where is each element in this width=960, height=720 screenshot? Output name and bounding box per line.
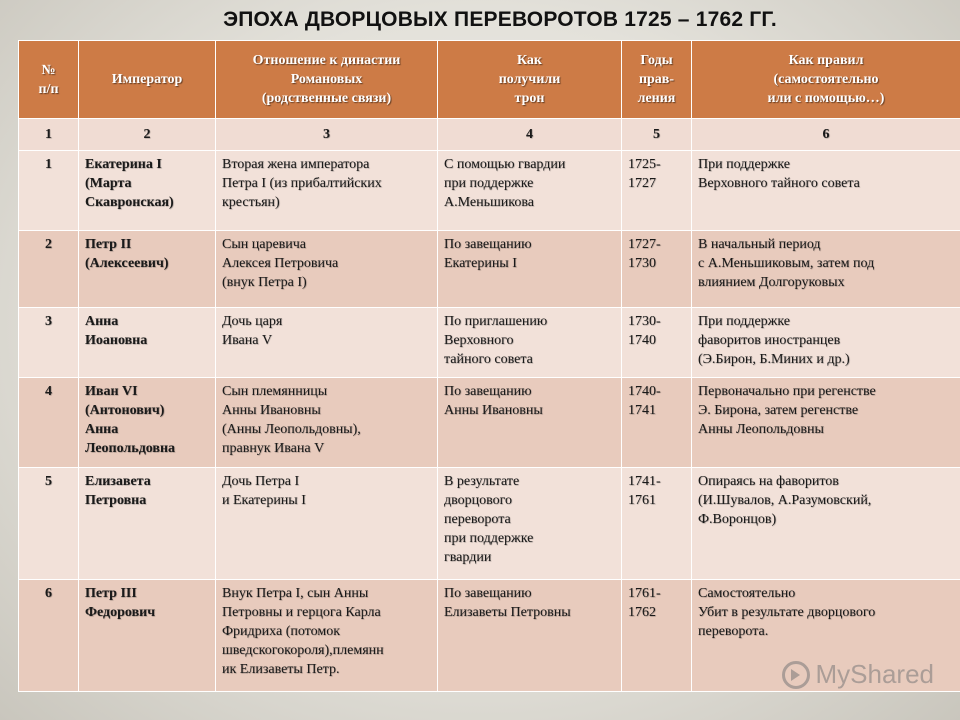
table-row <box>19 378 960 468</box>
reign-years: 1740- 1741 <box>622 378 692 468</box>
how-obtained-throne: По завещанию Екатерины I <box>438 231 622 308</box>
how-obtained-throne: В результате дворцового переворота при поддержке гвардии <box>438 468 622 580</box>
table-row <box>19 151 960 231</box>
header-years: Годы прав- ления <box>622 41 692 119</box>
reign-years: 1741- 1761 <box>622 468 692 580</box>
column-number: 2 <box>79 119 216 151</box>
column-number: 1 <box>19 119 79 151</box>
dynasty-relation: Дочь Петра I и Екатерины I <box>216 468 438 580</box>
rule-style: При поддержке фаворитов иностранцев (Э.Бирон, Б.Миних и др.) <box>692 308 960 378</box>
how-obtained-throne: По приглашению Верховного тайного совета <box>438 308 622 378</box>
dynasty-relation: Вторая жена императора Петра I (из прибалтийских крестьян) <box>216 151 438 231</box>
table-row <box>19 231 960 308</box>
dynasty-relation: Внук Петра I, сын Анны Петровны и герцога Карла Фридриха (потомок шведскогокороля),племянн ик Елизаветы Петр. <box>216 580 438 692</box>
row-number: 4 <box>19 378 79 468</box>
row-number: 1 <box>19 151 79 231</box>
watermark-text: MyShared <box>815 659 934 689</box>
dynasty-relation: Дочь царя Ивана V <box>216 308 438 378</box>
rule-style: Опираясь на фаворитов (И.Шувалов, А.Разумовский, Ф.Воронцов) <box>692 468 960 580</box>
rule-style: При поддержке Верховного тайного совета <box>692 151 960 231</box>
header-relation: Отношение к династии Романовых (родственные связи) <box>216 41 438 119</box>
reign-years: 1727- 1730 <box>622 231 692 308</box>
table-row <box>19 308 960 378</box>
how-obtained-throne: С помощью гвардии при поддержке А.Меньшикова <box>438 151 622 231</box>
rule-style: Первоначально при регенстве Э. Бирона, затем регенстве Анны Леопольдовны <box>692 378 960 468</box>
emperor-name: Петр II (Алексеевич) <box>79 231 216 308</box>
header-emperor: Император <box>79 41 216 119</box>
row-number: 5 <box>19 468 79 580</box>
column-number: 3 <box>216 119 438 151</box>
rulers-table <box>18 40 960 692</box>
how-obtained-throne: По завещанию Елизаветы Петровны <box>438 580 622 692</box>
header-rule: Как правил (самостоятельно или с помощью…) <box>692 41 960 119</box>
header-row <box>19 41 960 119</box>
rule-style: Самостоятельно Убит в результате дворцового переворота. <box>692 580 960 692</box>
dynasty-relation: Сын царевича Алексея Петровича (внук Петра I) <box>216 231 438 308</box>
column-number-row <box>19 119 960 151</box>
column-number: 6 <box>692 119 960 151</box>
table-row <box>19 468 960 580</box>
watermark <box>782 659 935 690</box>
play-logo-icon <box>782 661 810 689</box>
header-number: № п/п <box>19 41 79 119</box>
rule-style: В начальный период с А.Меньшиковым, затем под влиянием Долгоруковых <box>692 231 960 308</box>
column-number: 4 <box>438 119 622 151</box>
column-number: 5 <box>622 119 692 151</box>
page-title: ЭПОХА ДВОРЦОВЫХ ПЕРЕВОРОТОВ 1725 – 1762 ГГ. <box>223 8 777 31</box>
dynasty-relation: Сын племянницы Анны Ивановны (Анны Леопольдовны), правнук Ивана V <box>216 378 438 468</box>
header-how-throne: Как получили трон <box>438 41 622 119</box>
reign-years: 1725- 1727 <box>622 151 692 231</box>
reign-years: 1761- 1762 <box>622 580 692 692</box>
row-number: 3 <box>19 308 79 378</box>
emperor-name: Анна Иоановна <box>79 308 216 378</box>
row-number: 6 <box>19 580 79 692</box>
emperor-name: Иван VI (Антонович) Анна Леопольдовна <box>79 378 216 468</box>
emperor-name: Елизавета Петровна <box>79 468 216 580</box>
reign-years: 1730- 1740 <box>622 308 692 378</box>
how-obtained-throne: По завещанию Анны Ивановны <box>438 378 622 468</box>
emperor-name: Екатерина I (Марта Скавронская) <box>79 151 216 231</box>
row-number: 2 <box>19 231 79 308</box>
emperor-name: Петр III Федорович <box>79 580 216 692</box>
